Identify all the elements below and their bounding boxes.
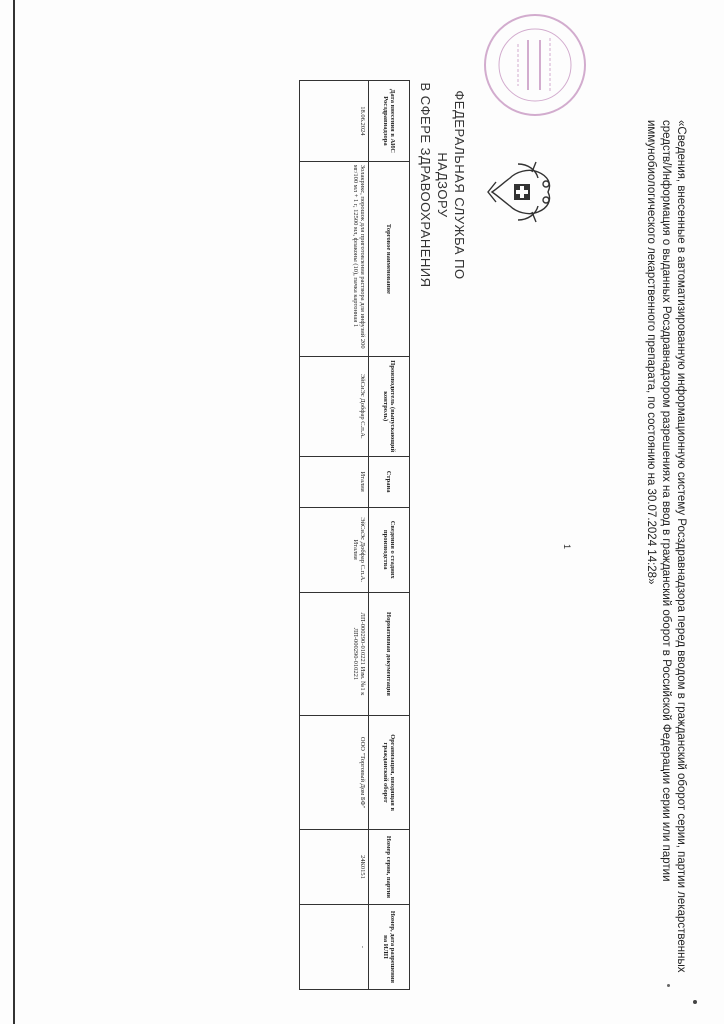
agency-line-1: ФЕДЕРАЛЬНАЯ СЛУЖБА ПО НАДЗОРУ <box>435 90 467 280</box>
table-row <box>300 81 369 990</box>
registry-table <box>299 80 410 990</box>
cell-country: Италия <box>300 456 369 507</box>
scan-mark <box>693 1000 697 1004</box>
page-number: 1 <box>562 544 572 550</box>
cell-production-stages: ЭйСиЭс Добфар С.п.А. Италия <box>300 507 369 592</box>
company-stamp-icon <box>480 10 590 120</box>
cell-permit: - <box>300 904 369 989</box>
table-header-row <box>369 81 410 990</box>
header-trade-name: Торговое наименование <box>369 161 410 356</box>
eagle-emblem-icon <box>486 158 558 226</box>
cell-batch-number: 24К0151 <box>300 830 369 905</box>
agency-name <box>417 80 468 290</box>
header-country: Страна <box>369 456 410 507</box>
agency-line-2: В СФЕРЕ ЗДРАВООХРАНЕНИЯ <box>418 82 433 288</box>
header-production-stages: Сведения о стадиях производства <box>369 507 410 592</box>
cell-organization: ООО "Торговый Дом БФ" <box>300 716 369 830</box>
document-title: «Сведения, внесенные в автоматизированную информационную систему Росздравнадзора перед вводом в гражданский оборот серии, партии лекарственных средств/Информация о выданных Росздравнадзором разрешениях на ввод в гражданский оборот в Российской Федерации серии или партии иммунобиологического лекарственного препарата, по состоянию на 30.07.2024 14:28» <box>645 120 687 973</box>
scan-edge-line <box>13 0 15 1024</box>
header-manufacturer: Производитель (выпускающий контроль) <box>369 356 410 456</box>
rotated-sheet <box>110 10 690 1010</box>
header-date: Дата внесения в АИС Росздравнадзора <box>369 81 410 162</box>
header-batch-number: Номер серии, партии <box>369 830 410 905</box>
cell-date: 18.06.2024 <box>300 81 369 162</box>
cell-normative-docs: ЛП-000290-010221 Изм. №1 к ЛП-000290-010221 <box>300 592 369 715</box>
scan-mark <box>667 984 670 987</box>
header-permit: Номер, дата разрешения на ИЛП <box>369 904 410 989</box>
cell-manufacturer: ЭйСиЭс Добфар С.п.А. <box>300 356 369 456</box>
cell-trade-name: Золакрикс, порошок для приготовления раствора для инфузий 200 мг/100 мл + 1 г, 12500 мл, флаконы (10), пачка картонная 1 <box>300 161 369 356</box>
header-normative-docs: Нормативная документация <box>369 592 410 715</box>
header-organization: Организация, вводящая в гражданский оборот <box>369 716 410 830</box>
